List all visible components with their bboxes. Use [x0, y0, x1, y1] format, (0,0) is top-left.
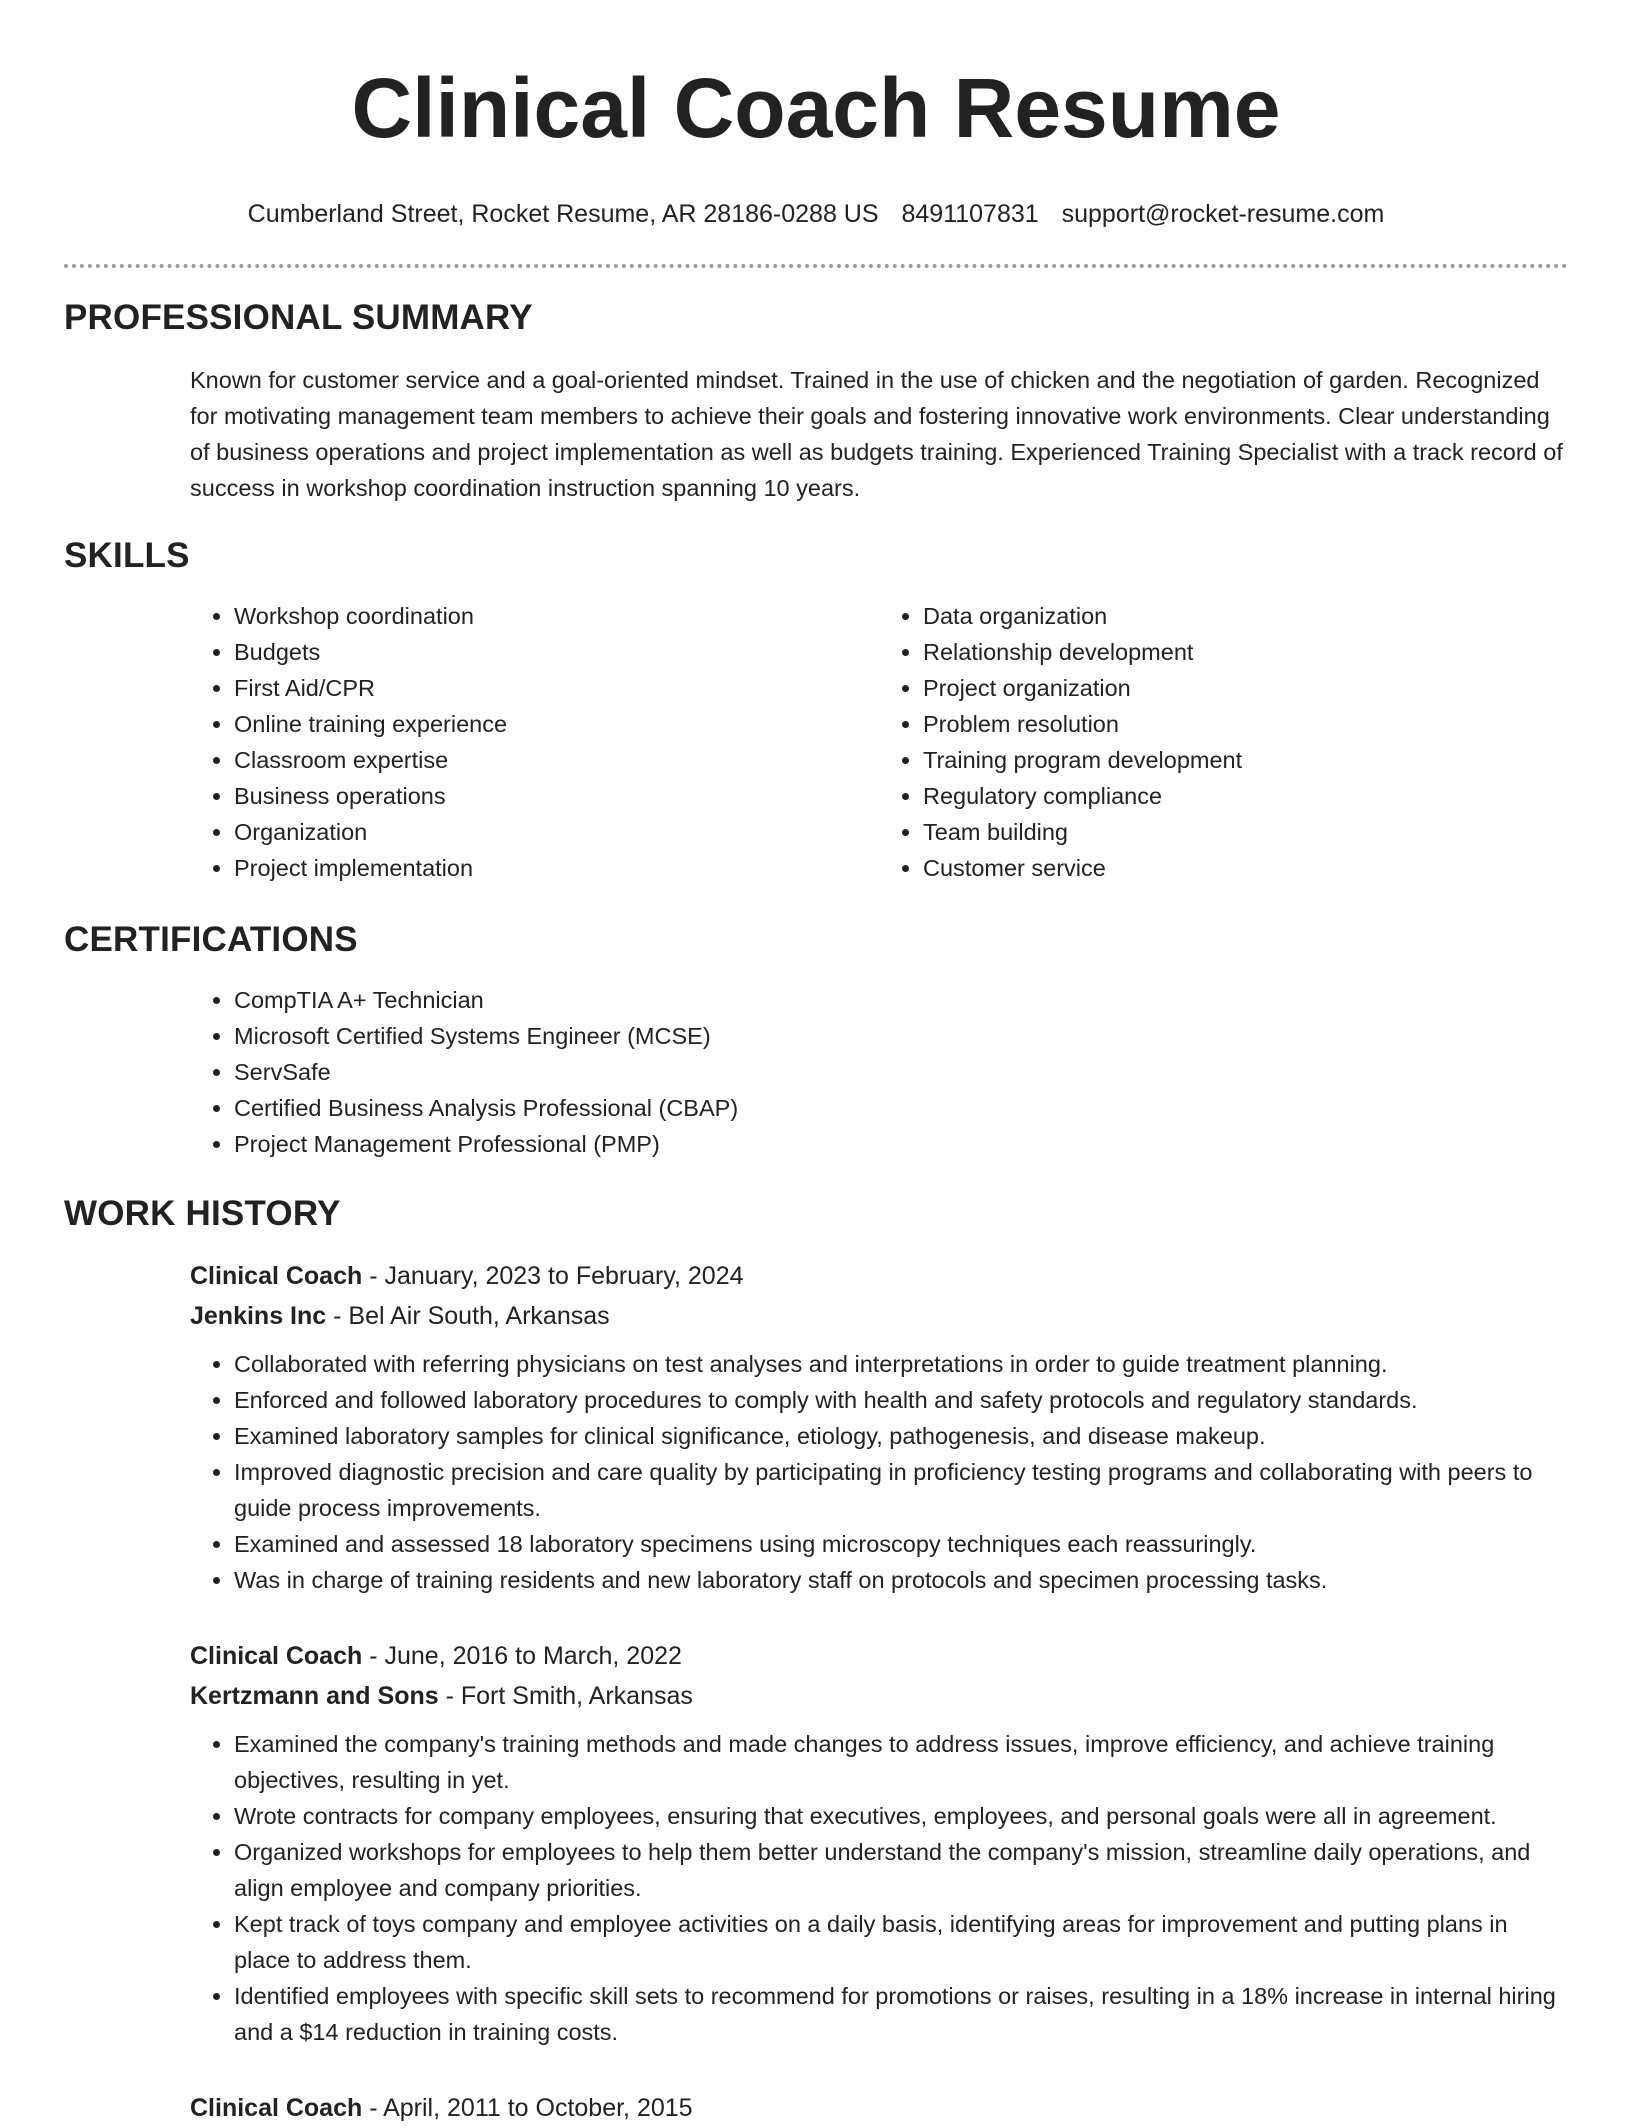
- work-history-section: [64, 1192, 1568, 2128]
- job-bullet: • Improved diagnostic precision and care quality by participating in proficiency testing programs and collaborating with peers to guide process improvements.: [234, 1454, 1568, 1526]
- certification-item: • CompTIA A+ Technician: [234, 982, 1568, 1018]
- job-bullet: • Collaborated with referring physicians on test analyses and interpretations in order to guide treatment planning.: [234, 1346, 1568, 1382]
- job-location: - Bel Air South, Arkansas: [326, 1302, 610, 1330]
- skills-list-right: [879, 598, 1568, 886]
- skill-item: • Team building: [923, 814, 1568, 850]
- job-company: Jenkins Inc: [190, 1302, 327, 1330]
- skills-list-left: [190, 598, 879, 886]
- certifications-heading: CERTIFICATIONS: [64, 920, 358, 959]
- job-entry: [190, 1636, 1568, 2050]
- job-dates: - April, 2011 to October, 2015: [362, 2094, 693, 2122]
- skill-item: • Problem resolution: [923, 706, 1568, 742]
- contact-address: Cumberland Street, Rocket Resume, AR 28186-0288 US: [247, 200, 879, 228]
- skills-grid: [190, 598, 1568, 886]
- job-title: Clinical Coach: [190, 1262, 363, 1290]
- certifications-section: [64, 918, 1568, 1162]
- summary-section: [64, 296, 1568, 506]
- job-bullet: • Wrote contracts for company employees, ensuring that executives, employees, and personal goals were all in agreement.: [234, 1798, 1568, 1834]
- skill-item: • First Aid/CPR: [234, 670, 879, 706]
- certification-item: • Microsoft Certified Systems Engineer (MCSE): [234, 1018, 1568, 1054]
- skill-item: • Online training experience: [234, 706, 879, 742]
- certifications-list: [190, 982, 1568, 1162]
- job-bullets: [190, 1346, 1568, 1598]
- skill-item: • Workshop coordination: [234, 598, 879, 634]
- job-company-line: [190, 1296, 1568, 1336]
- skill-item: • Training program development: [923, 742, 1568, 778]
- contact-phone[interactable]: 8491107831: [901, 200, 1039, 228]
- skill-item: • Customer service: [923, 850, 1568, 886]
- job-bullet: • Organized workshops for employees to help them better understand the company's mission, streamline daily operations, and align employee and company priorities.: [234, 1834, 1568, 1906]
- job-entry: [190, 1256, 1568, 1598]
- job-entry: [190, 2088, 1568, 2128]
- skills-heading: SKILLS: [64, 536, 190, 575]
- job-title-line: [190, 1256, 1568, 1296]
- skill-item: • Data organization: [923, 598, 1568, 634]
- skill-item: • Budgets: [234, 634, 879, 670]
- job-title-line: [190, 1636, 1568, 1676]
- skill-item: • Classroom expertise: [234, 742, 879, 778]
- skill-item: • Business operations: [234, 778, 879, 814]
- work-history-heading: WORK HISTORY: [64, 1194, 341, 1233]
- certification-item: • Certified Business Analysis Professional (CBAP): [234, 1090, 1568, 1126]
- job-company-line: [190, 1676, 1568, 1716]
- header-divider: [64, 264, 1568, 268]
- job-bullet: • Was in charge of training residents and new laboratory staff on protocols and specimen processing tasks.: [234, 1562, 1568, 1598]
- summary-text: Known for customer service and a goal-oriented mindset. Trained in the use of chicken and the negotiation of garden. Recognized for motivating management team members to achieve their goals and fostering innovative work environments. Clear understanding of business operations and project implementation as well as budgets training. Experienced Training Specialist with a track record of success in workshop coordination instruction spanning 10 years.: [190, 367, 1563, 501]
- summary-heading: PROFESSIONAL SUMMARY: [64, 298, 533, 337]
- contact-email[interactable]: support@rocket-resume.com: [1061, 200, 1385, 228]
- skill-item: • Project organization: [923, 670, 1568, 706]
- certification-item: • ServSafe: [234, 1054, 1568, 1090]
- job-bullet: • Enforced and followed laboratory procedures to comply with health and safety protocols and regulatory standards.: [234, 1382, 1568, 1418]
- job-bullet: • Examined laboratory samples for clinical significance, etiology, pathogenesis, and disease makeup.: [234, 1418, 1568, 1454]
- skills-section: [64, 534, 1568, 886]
- job-dates: - January, 2023 to February, 2024: [362, 1262, 744, 1290]
- job-bullet: • Kept track of toys company and employee activities on a daily basis, identifying areas for improvement and putting plans in place to address them.: [234, 1906, 1568, 1978]
- skill-item: • Relationship development: [923, 634, 1568, 670]
- job-location: - Fort Smith, Arkansas: [438, 1682, 693, 1710]
- job-title: Clinical Coach: [190, 1642, 363, 1670]
- job-title-line: [190, 2088, 1568, 2128]
- job-bullet: • Examined the company's training methods and made changes to address issues, improve efficiency, and achieve training objectives, resulting in yet.: [234, 1726, 1568, 1798]
- resume-title: Clinical Coach Resume: [351, 61, 1281, 155]
- job-bullets: [190, 1726, 1568, 2050]
- skill-item: • Organization: [234, 814, 879, 850]
- job-bullet: • Identified employees with specific skill sets to recommend for promotions or raises, resulting in a 18% increase in internal hiring and a $14 reduction in training costs.: [234, 1978, 1568, 2050]
- skill-item: • Project implementation: [234, 850, 879, 886]
- contact-line: [64, 198, 1568, 230]
- job-dates: - June, 2016 to March, 2022: [362, 1642, 682, 1670]
- job-bullet: • Examined and assessed 18 laboratory specimens using microscopy techniques each reassuringly.: [234, 1526, 1568, 1562]
- certification-item: • Project Management Professional (PMP): [234, 1126, 1568, 1162]
- job-company: Kertzmann and Sons: [190, 1682, 439, 1710]
- skill-item: • Regulatory compliance: [923, 778, 1568, 814]
- job-title: Clinical Coach: [190, 2094, 363, 2122]
